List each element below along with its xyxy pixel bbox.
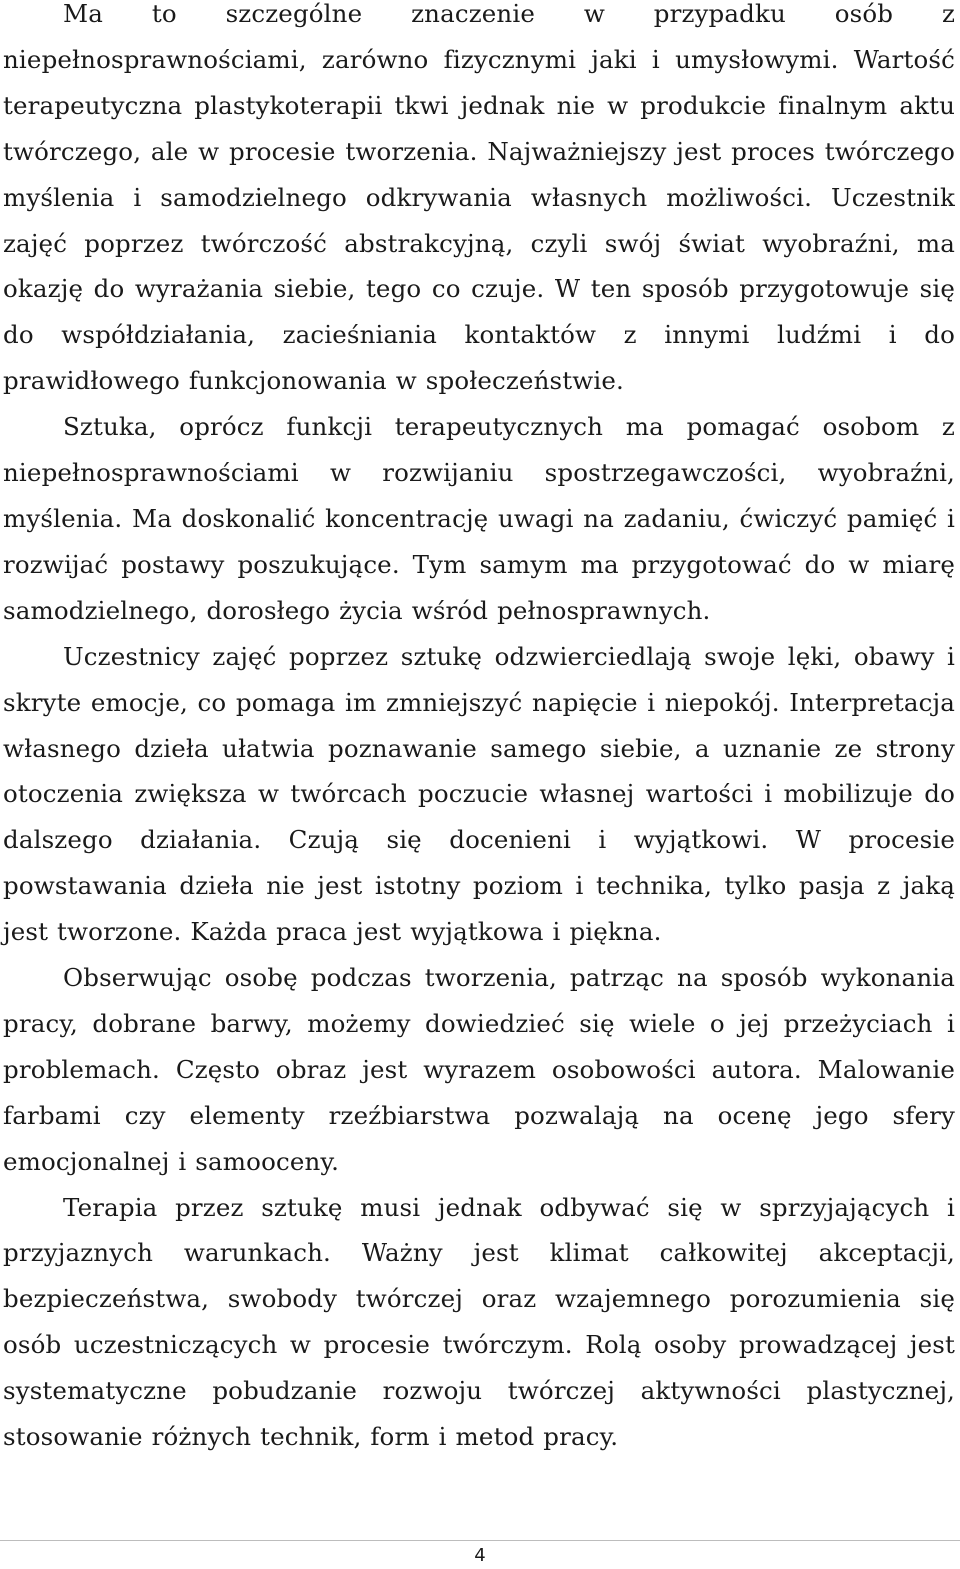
paragraph: Uczestnicy zajęć poprzez sztukę odzwierciedlają swoje lęki, obawy i skryte emocje, co pomaga im zmniejszyć napięcie i niepokój. Interpretacja własnego dzieła ułatwia poznawanie samego siebie, a uznanie ze strony otoczenia zwiększa w twórcach poczucie własnej wartości i mobilizuje do dalszego działania. Czują się docenieni i wyjątkowi. W procesie powstawania dzieła nie jest istotny poziom i technika, tylko pasja z jaką jest tworzone. Każda praca jest wyjątkowa i piękna. [3, 641, 955, 947]
page-number: 4 [474, 1545, 486, 1566]
paragraph: Sztuka, oprócz funkcji terapeutycznych ma pomagać osobom z niepełnosprawnościami w rozwijaniu spostrzegawczości, wyobraźni, myślenia. Ma doskonalić koncentrację uwagi na zadaniu, ćwiczyć pamięć i rozwijać postawy poszukujące. Tym samym ma przygotować do w miarę samodzielnego, dorosłego życia wśród pełnosprawnych. [3, 412, 955, 625]
footer-divider [0, 1540, 960, 1541]
paragraph: Obserwując osobę podczas tworzenia, patrząc na sposób wykonania pracy, dobrane barwy, możemy dowiedzieć się wiele o jej przeżyciach i problemach. Często obraz jest wyrazem osobowości autora. Malowanie farbami czy elementy rzeźbiarstwa pozwalają na ocenę jego sfery emocjonalnej i samooceny. [3, 963, 955, 1176]
paragraph: Terapia przez sztukę musi jednak odbywać się w sprzyjających i przyjaznych warunkach. Ważny jest klimat całkowitej akceptacji, bezpieczeństwa, swobody twórczej oraz wzajemnego porozumienia się osób uczestniczących w procesie twórczym. Rolą osoby prowadzącej jest systematyczne pobudzanie rozwoju twórczej aktywności plastycznej, stosowanie różnych technik, form i metod pracy. [3, 1192, 955, 1452]
document-page [3, 0, 955, 1460]
paragraph: Ma to szczególne znaczenie w przypadku osób z niepełnosprawnościami, zarówno fizycznymi jaki i umysłowymi. Wartość terapeutyczna plastykoterapii tkwi jednak nie w produkcie finalnym aktu twórczego, ale w procesie tworzenia. Najważniejszy jest proces twórczego myślenia i samodzielnego odkrywania własnych możliwości. Uczestnik zajęć poprzez twórczość abstrakcyjną, czyli swój świat wyobraźni, ma okazję do wyrażania siebie, tego co czuje. W ten sposób przygotowuje się do współdziałania, zacieśniania kontaktów z innymi ludźmi i do prawidłowego funkcjonowania w społeczeństwie. [3, 0, 955, 396]
